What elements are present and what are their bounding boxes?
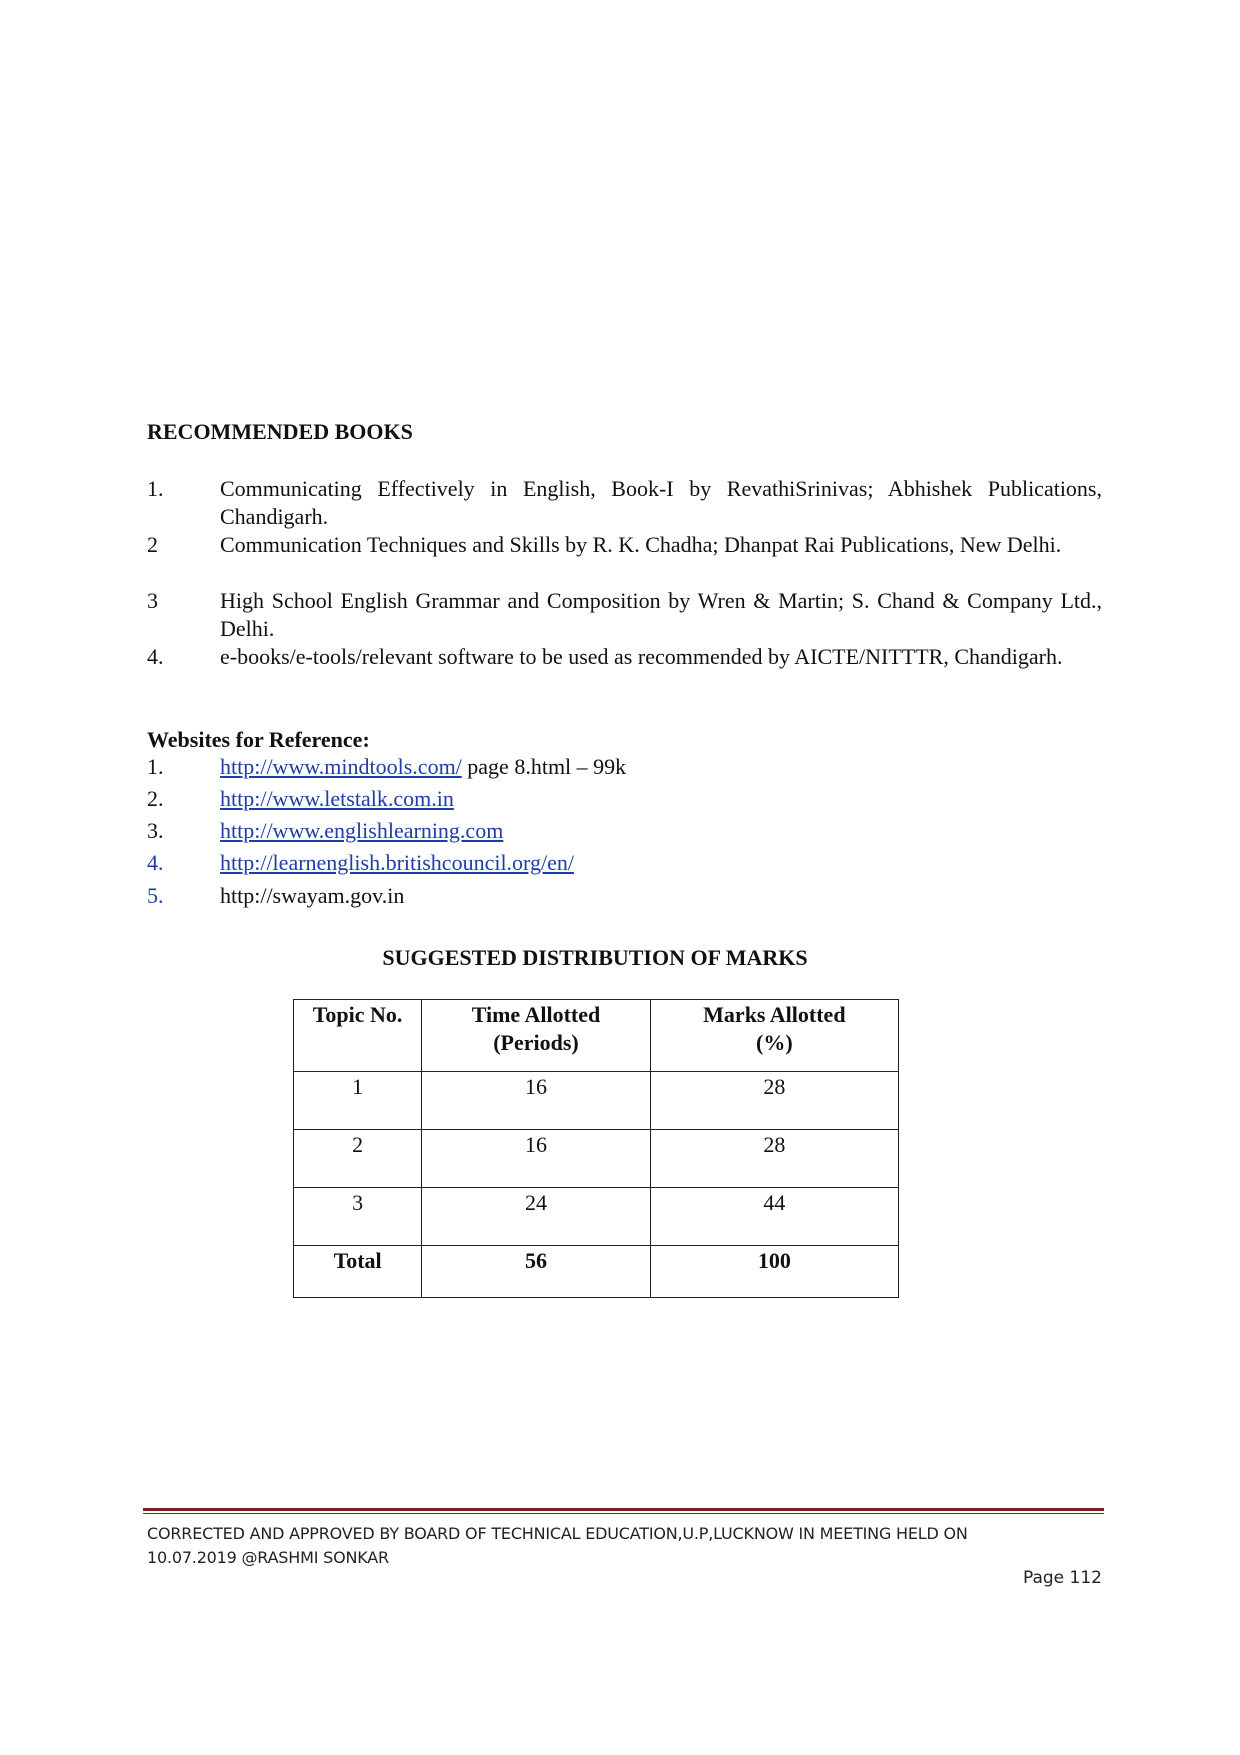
book-item: [147, 475, 1102, 531]
book-text: Communicating Effectively in English, Book-I by RevathiSrinivas; Abhishek Publications, Chandigarh.: [220, 476, 1102, 529]
website-item: [147, 753, 1102, 783]
table-row: [294, 1188, 899, 1246]
book-item: [147, 643, 1102, 699]
topic-header: Topic No.: [294, 1000, 422, 1072]
footer-note: [147, 1522, 1107, 1570]
table-total-row: [294, 1246, 899, 1298]
website-link[interactable]: http://www.mindtools.com/: [220, 754, 462, 779]
website-suffix: page 8.html – 99k: [461, 754, 627, 779]
book-text: High School English Grammar and Composition by Wren & Martin; S. Chand & Company Ltd., Delhi.: [220, 588, 1102, 641]
marks-cell: 28: [650, 1130, 898, 1188]
topic-cell: 3: [294, 1188, 422, 1246]
footer-line: CORRECTED AND APPROVED BY BOARD OF TECHNICAL EDUCATION,U.P,LUCKNOW IN MEETING HELD ON: [147, 1524, 968, 1543]
book-item: [147, 587, 1102, 643]
table-row: [294, 1072, 899, 1130]
page-number: Page 112: [1022, 1568, 1102, 1588]
footer-line: 10.07.2019 @RASHMI SONKAR: [147, 1548, 389, 1567]
topic-cell: 1: [294, 1072, 422, 1130]
website-item: [147, 882, 1102, 912]
time-cell: 16: [422, 1072, 651, 1130]
website-item: [147, 849, 1102, 879]
footer-divider: [143, 1508, 1104, 1511]
website-link[interactable]: http://www.englishlearning.com: [220, 818, 504, 843]
table-row: [294, 1130, 899, 1188]
website-item: [147, 817, 1102, 847]
book-text: Communication Techniques and Skills by R. K. Chadha; Dhanpat Rai Publications, New Delhi.: [220, 532, 1062, 557]
websites-heading: Websites for Reference:: [147, 727, 370, 752]
time-cell: 24: [422, 1188, 651, 1246]
table-header-row: [294, 1000, 899, 1072]
total-time-cell: 56: [422, 1246, 651, 1298]
total-marks-cell: 100: [650, 1246, 898, 1298]
website-link[interactable]: http://www.letstalk.com.in: [220, 786, 454, 811]
website-item: [147, 785, 1102, 815]
website-number: 2.: [147, 786, 164, 811]
total-label-cell: Total: [294, 1246, 422, 1298]
website-number: 1.: [147, 754, 164, 779]
topic-cell: 2: [294, 1130, 422, 1188]
website-number: 4.: [147, 850, 164, 875]
website-text: http://swayam.gov.in: [220, 883, 405, 908]
marks-cell: 28: [650, 1072, 898, 1130]
time-header: Time Allotted (Periods): [422, 1000, 651, 1072]
recommended-books-heading: RECOMMENDED BOOKS: [147, 419, 413, 444]
marks-cell: 44: [650, 1188, 898, 1246]
book-number: 2: [147, 532, 158, 557]
book-number: 3: [147, 588, 158, 613]
marks-header: Marks Allotted (%): [650, 1000, 898, 1072]
book-text: e-books/e-tools/relevant software to be used as recommended by AICTE/NITTTR, Chandigarh.: [220, 644, 1063, 669]
website-number: 5.: [147, 883, 164, 908]
marks-distribution-table: [293, 999, 899, 1298]
website-number: 3.: [147, 818, 164, 843]
website-link[interactable]: http://learnenglish.britishcouncil.org/en/: [220, 850, 574, 875]
book-item: [147, 531, 1102, 587]
book-number: 4.: [147, 644, 164, 669]
book-number: 1.: [147, 476, 164, 501]
time-cell: 16: [422, 1130, 651, 1188]
footer-divider-thin: [143, 1513, 1104, 1514]
distribution-heading: SUGGESTED DISTRIBUTION OF MARKS: [382, 945, 808, 970]
